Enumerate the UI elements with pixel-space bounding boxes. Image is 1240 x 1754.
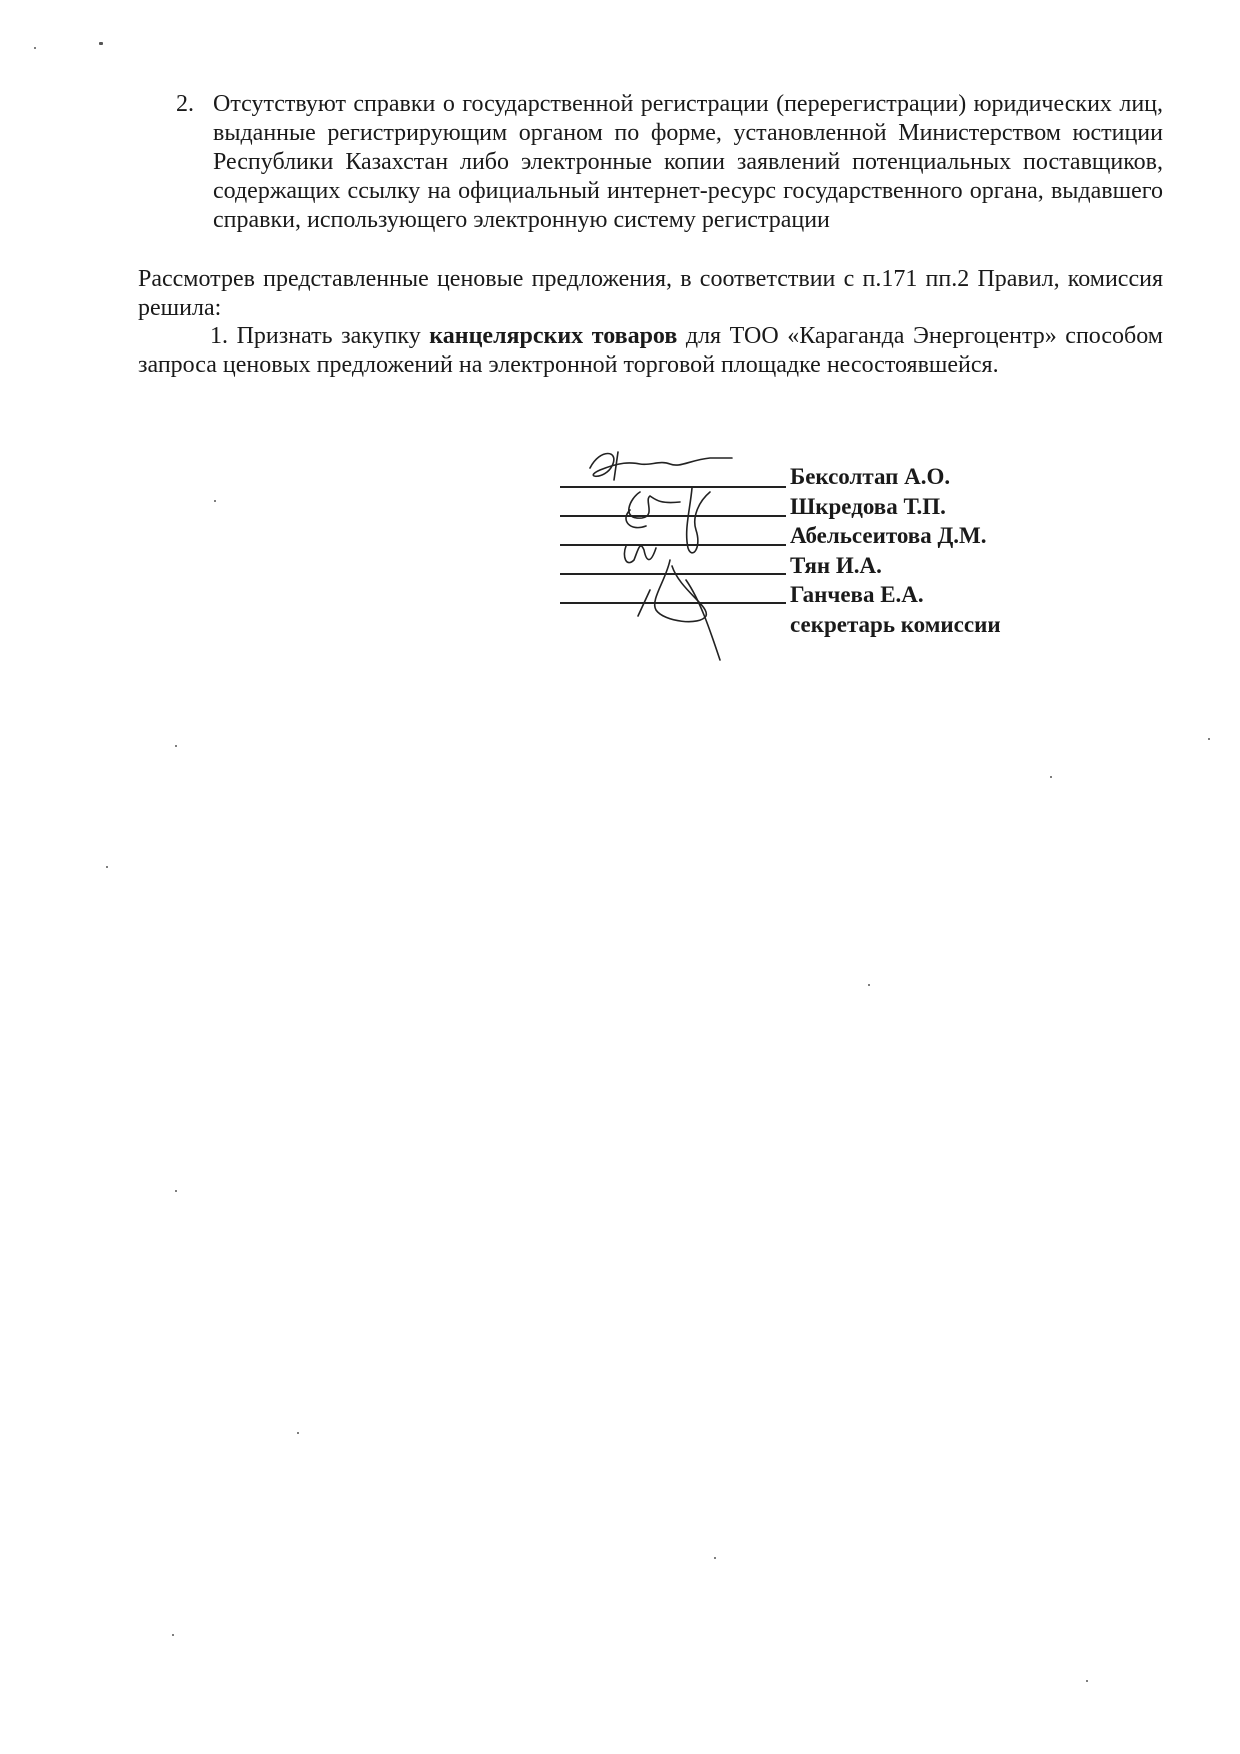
scan-speck — [34, 47, 36, 49]
list-item-text: Отсутствуют справки о государственной регистрации (перерегистрации) юридических лиц, выданные регистрирующим органом по форме, установленной Министерством юстиции Республики Казахстан либо электронные копии заявлений потенциальных поставщиков, содержащих ссылку на официальный интернет-ресурс государственного органа, выдавшего справки, использующего электронную систему регистрации — [213, 91, 1163, 233]
signatory-name: Тян И.А. — [790, 552, 882, 578]
scan-speck — [106, 866, 108, 868]
signature-line — [560, 573, 786, 575]
signature-line — [560, 544, 786, 546]
scan-speck — [175, 745, 177, 747]
scan-speck — [1208, 738, 1210, 740]
signature-line — [560, 486, 786, 488]
signature-block — [560, 462, 1030, 692]
scan-speck — [172, 1634, 174, 1636]
consideration-paragraph: Рассмотрев представленные ценовые предложения, в соответствии с п.171 пп.2 Правил, комиссия решила: — [138, 266, 1163, 321]
decision-subject: канцелярских товаров — [429, 323, 678, 349]
scan-speck — [1050, 776, 1052, 778]
list-item-number: 2. — [176, 91, 194, 117]
signatory-name: Абельсеитова Д.М. — [790, 523, 987, 548]
scan-speck — [868, 984, 870, 986]
signature-line — [560, 515, 786, 517]
signatory-role: секретарь комиссии — [790, 611, 1001, 637]
scan-speck — [175, 1190, 177, 1192]
signatory-name: Бексолтап А.О. — [790, 464, 951, 489]
signatory-name: Шкредова Т.П. — [790, 493, 946, 519]
scan-speck — [214, 500, 216, 502]
scan-speck — [297, 1432, 299, 1434]
signatory-names — [790, 462, 1001, 639]
scan-speck — [1086, 1680, 1088, 1682]
decision-prefix: 1. Признать закупку — [210, 323, 430, 349]
signatory-name: Ганчева Е.А. — [790, 582, 924, 607]
scan-speck — [714, 1557, 716, 1559]
decision-suffix: для ТОО «Караганда Энергоцентр» способом запроса ценовых предложений на электронной торговой площадке несостоявшейся. — [138, 323, 1163, 378]
decision-paragraph — [138, 322, 1163, 380]
scan-speck — [99, 42, 103, 45]
signature-line — [560, 602, 786, 604]
